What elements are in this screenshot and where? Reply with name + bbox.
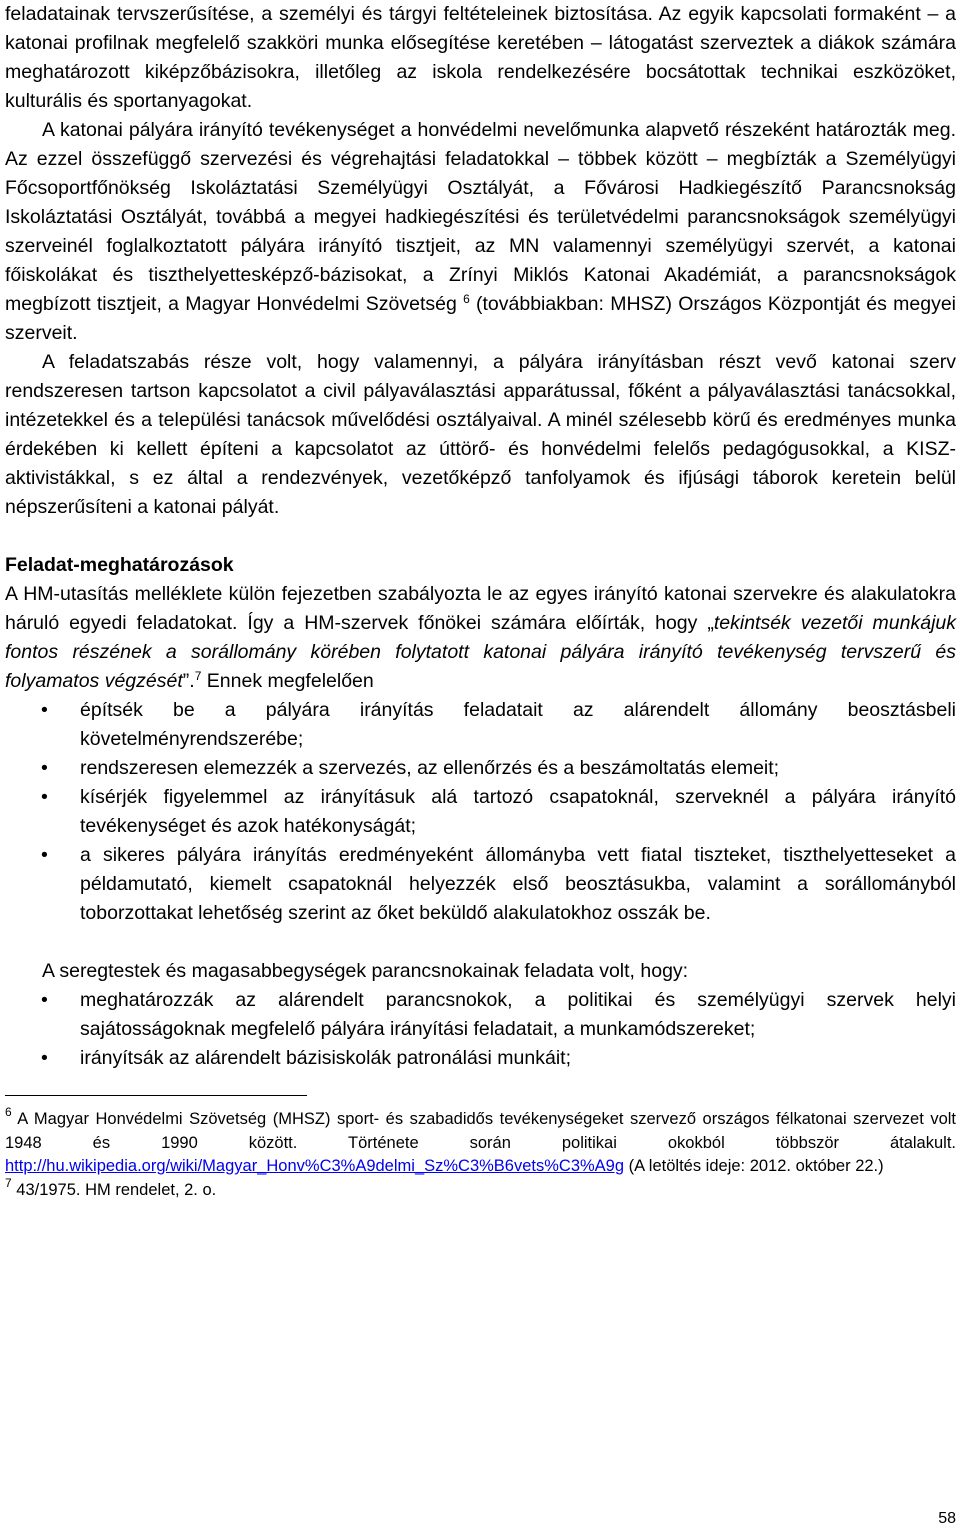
bullet-icon: • (41, 786, 48, 808)
bullet-icon: • (41, 989, 48, 1011)
bullet-list (5, 696, 956, 928)
section-intro: A HM-utasítás melléklete külön fejezetben szabályozta le az egyes irányító katonai szervekre és alakulatokra háruló egyedi feladatokat. Így a HM-szervek főnökei számára előírták, hogy „tekintsék vezetői munkájuk fontos részének a sorállomány körében folytatott katonai pályára irányító tevékenység tervszerű és folyamatos végzését”.$^7$ Ennek megfelelően (5, 583, 956, 692)
bullet-list (5, 986, 956, 1073)
footnote-7: $^7$ 43/1975. HM rendelet, 2. o. (5, 1175, 217, 1199)
bullet-icon: • (41, 844, 48, 866)
list-item: • kísérjék figyelemmel az irányításuk alá tartozó csapatoknál, szerveknél a pályára irányító tevékenységet és azok hatékonyságát; (5, 783, 956, 841)
footnote-6: $^6$ A Magyar Honvédelmi Szövetség (MHSZ) sport- és szabadidős tevékenységeket szervező országos félkatonai szervezet volt 1948 és 1990 között. Története során politikai okokból többször átalakult. http://hu.wikipedia.org/wiki/Magyar_Honv%C3%A9delmi_Sz%C3%B6vets%C3%A9g (A letöltés ideje: 2012. október 22.) (5, 1105, 956, 1175)
list-item: • a sikeres pályára irányítás eredményeként állományba vett fiatal tiszteket, tiszthelyetteseket a példamutató, kiemelt csapatoknál helyezzék első beosztásukba, valamint a sorállományból toborzottakat lehetőség szerint az őket beküldő alakulatokhoz osszák be. (5, 841, 956, 928)
bullet-icon: • (41, 1047, 48, 1069)
footnote-separator (5, 1095, 307, 1096)
wikipedia-link[interactable]: http://hu.wikipedia.org/wiki/Magyar_Honv%C3%A9delmi_Sz%C3%B6vets%C3%A9g (5, 1157, 625, 1175)
document-page (5, 0, 956, 1202)
commanders-intro: A seregtestek és magasabbegységek parancsnokainak feladata volt, hogy: (42, 960, 689, 982)
list-item: • építsék be a pályára irányítás feladatait az alárendelt állomány beosztásbeli követelményrendszerébe; (5, 696, 956, 754)
section-heading: Feladat-meghatározások (5, 554, 234, 576)
bullet-icon: • (41, 699, 48, 721)
footnote-ref[interactable]: 7 (194, 669, 202, 683)
body-paragraph: A feladatszabás része volt, hogy valamennyi, a pályára irányításban részt vevő katonai szerv rendszeresen tartson kapcsolatot a civil pályaválasztási apparátussal, főként a pályaválasztási tanácsokkal, intézetekkel és a települési tanácsok művelődési osztályaival. A minél szélesebb körű és eredményes munka érdekében ki kellett építeni a kapcsolatot az úttörő- és honvédelmi felelős pedagógusokkal, a KISZ-aktivistákkal, s ez által a rendezvények, vezetőképző tanfolyamok és ifjúsági táborok keretein belül népszerűsíteni a katonai pályát. (5, 351, 956, 518)
body-paragraph: A katonai pályára irányító tevékenységet a honvédelmi nevelőmunka alapvető részeként határozták meg. Az ezzel összefüggő szervezési és végrehajtási feladatokkal – többek között – megbízták a Személyügyi Főcsoportfőnökség Iskoláztatási Személyügyi Osztályát, a Fővárosi Hadkiegészítő Parancsnokság Iskoláztatási Osztályát, továbbá a megyei hadkiegészítési és területvédelmi parancsnokságok személyügyi szerveinél foglalkoztatott pályára irányító tisztjeit, az MN valamennyi személyügyi szervét, a katonai főiskolákat és tiszthelyettesképző-bázisokat, a Zrínyi Miklós Katonai Akadémiát, a parancsnokságok megbízott tisztjeit, a Magyar Honvédelmi Szövetség $^6$ (továbbiakban: MHSZ) Országos Központját és megyei szerveit. (5, 119, 957, 344)
quote: tekintsék vezetői munkájuk fontos részének a sorállomány körében folytatott katonai pályára irányító tevékenység tervszerű és folyamatos végzését (5, 612, 956, 692)
bullet-icon: • (41, 757, 48, 779)
list-item: • irányítsák az alárendelt bázisiskolák patronálási munkáit; (5, 1044, 956, 1073)
list-item: • meghatározzák az alárendelt parancsnokok, a politikai és személyügyi szervek helyi sajátosságoknak megfelelő pályára irányítási feladatait, a munkamódszereket; (5, 986, 956, 1044)
list-item: • rendszeresen elemezzék a szervezés, az ellenőrzés és a beszámoltatás elemeit; (5, 754, 956, 783)
footnote-ref[interactable]: 6 (463, 292, 470, 306)
body-paragraph: feladatainak tervszerűsítése, a személyi és tárgyi feltételeinek biztosítása. Az egyik kapcsolati formaként – a katonai profilnak megfelelő szakköri munka elősegítése keretében – látogatást szerveztek a diákok számára meghatározott kiképzőbázisokra, illetőleg az iskola rendelkezésére bocsátottak technikai eszközöket, kulturális és sportanyagokat. (5, 3, 956, 112)
page-number: 58 (938, 1510, 956, 1527)
footnotes (5, 1105, 956, 1202)
